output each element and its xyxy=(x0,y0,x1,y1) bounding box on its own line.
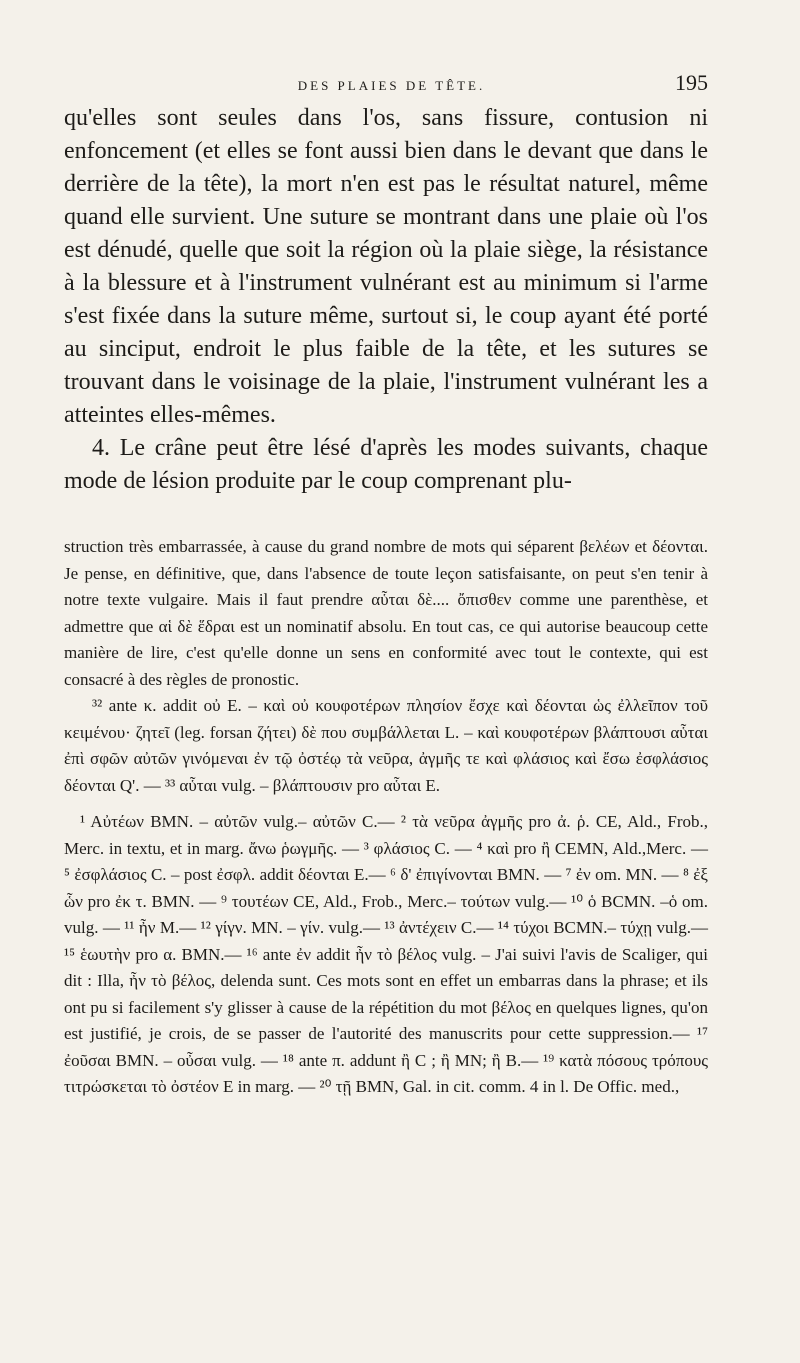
note-32-33: ³² ante κ. addit οὐ E. – καὶ οὐ κουφοτέρων πλησίον ἔσχε καὶ δέονται ὡς ἐλλεῖπον τοῦ κειμένου· ζητεῖ (leg. forsan ζήτει) δὲ που συμβάλλεται L. – καὶ κουφοτέρων βλάπτουσι αὗται ἐπὶ σφῶν αὐτῶν γινόμεναι ἐν τῷ ὀστέῳ τὰ νεῦρα, ἀγμῆς τε καὶ φλάσιος καὶ ἔσω ἐσφλάσιος δέονται Q'. — ³³ αὗται vulg. – βλάπτουσιν pro αὗται E. xyxy=(64,696,708,795)
paragraph: qu'elles sont seules dans l'os, sans fissure, contusion ni enfoncement (et elles se font aussi bien dans le devant que dans le derrière de la tête), la mort n'en est pas le résultat naturel, même quand elle survient. Une suture se montrant dans une plaie où l'os est dénudé, quelle que soit la région où la plaie siège, la résistance à la blessure et à l'instrument vulnérant est au minimum si l'arme s'est fixée dans la suture même, surtout si, le coup ayant été porté au sinciput, endroit le plus faible de la tête, et les sutures se trouvant dans le voisinage de la plaie, l'instrument vulnérant les a atteintes elles-mêmes. xyxy=(64,105,708,428)
running-title: DES PLAIES DE TÊTE. xyxy=(297,78,486,93)
critical-apparatus xyxy=(64,809,708,1101)
main-text xyxy=(64,102,708,498)
section-paragraph: 4. Le crâne peut être lésé d'après les modes suivants, chaque mode de lésion produite par le coup comprenant plu- xyxy=(64,435,708,494)
note-continuation: struction très embarrassée, à cause du grand nombre de mots qui séparent βελέων et δέονται. Je pense, en définitive, que, dans l'absence de toute leçon satisfaisante, on peut s'en tenir à notre texte vulgaire. Mais il faut prendre αὗται δὲ.... ὄπισθεν comme une parenthèse, et admettre que αἱ δὲ ἕδραι est un nominatif absolu. En tout cas, ce qui autorise beaucoup cette manière de lire, c'est qu'elle donne un sens en conformité avec tout le contexte, qui est consacré à des règles de pronostic. xyxy=(64,537,708,689)
running-head xyxy=(64,70,708,96)
page-number: 195 xyxy=(675,70,708,95)
footnotes xyxy=(64,534,708,1101)
apparatus-text: ¹ Αὐτέων BMN. – αὐτῶν vulg.– αὐτῶν C.— ² τὰ νεῦρα ἀγμῆς pro ἀ. ῥ. CE, Ald., Frob., Merc. in textu, et in marg. ἄνω ῥωγμῆς. — ³ φλάσιος C. — ⁴ καὶ pro ἢ CEMN, Ald.,Merc. — ⁵ ἐσφλάσιος C. – post ἐσφλ. addit δέονται E.— ⁶ δ' ἐπιγίνονται BMN. — ⁷ ἐν om. MN. — ⁸ ἐξ ὧν pro ἐκ τ. BMN. — ⁹ τουτέων CE, Ald., Frob., Merc.– τούτων vulg.— ¹⁰ ὁ BCMN. –ὁ om. vulg. — ¹¹ ἦν M.— ¹² γίγν. MN. – γίν. vulg.— ¹³ ἀντέχειν C.— ¹⁴ τύχοι BCMN.– τύχῃ vulg.— ¹⁵ ἑωυτὴν pro α. BMN.— ¹⁶ ante ἐν addit ἦν τὸ βέλος vulg. – J'ai suivi l'avis de Scaliger, qui dit : Illa, ἦν τὸ βέλος, delenda sunt. Ces mots sont en effet un embarras dans la phrase; et ils ont pu si facilement s'y glisser à cause de la répétition du mot βέλος en quelques lignes, qu'on est justifié, je crois, de se passer de l'autorité des manuscrits pour cette suppression.— ¹⁷ ἐοῦσαι BMN. – οὖσαι vulg. — ¹⁸ ante π. addunt ἢ C ; ἢ MN; ἢ B.— ¹⁹ κατὰ πόσους τρόπους τιτρώσκεται τὸ ὀστέον E in marg. — ²⁰ τῇ BMN, Gal. in cit. comm. 4 in l. De Offic. med., xyxy=(64,812,708,1096)
